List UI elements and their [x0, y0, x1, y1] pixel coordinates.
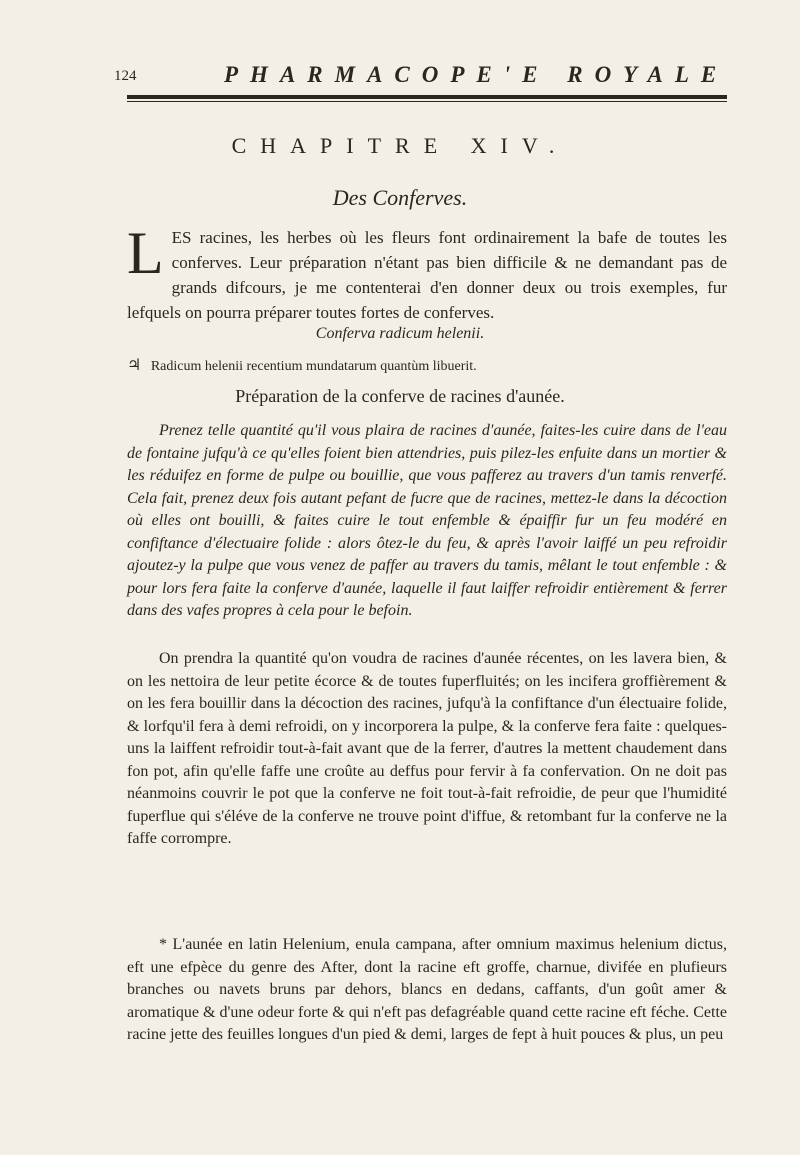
preparation-instructions: Prenez telle quantité qu'il vous plaira de racines d'aunée, faites-les cuire dans de l'eau de fontaine jufqu'à ce qu'elles foient bien attendries, puis pilez-les enfuite dans un mortier & les réduifez en forme de pulpe ou bouillie, que vous pafferez au travers d'un tamis renverfé. Cela fait, prenez deux fois autant pefant de fucre que de racines, mettez-le dans la décoction où elles ont bouilli, & faites cuire le tout enfemble & épaiffir fur un feu modéré en confiftance d'électuaire folide : alors ôtez-le du feu, & après l'avoir laiffé un peu refroidir ajoutez-y la pulpe que vous venez de paffer au travers du tamis, mêlant le tout enfemble : & pour lors fera faite la conferve d'aunée, laquelle il faut laiffer refroidir entièrement & ferrer dans des vafes propres à cela pour le befoin. [127, 422, 727, 619]
preparation-commentary: On prendra la quantité qu'on voudra de racines d'aunée récentes, on les lavera bien, & on les nettoira de leur petite écorce & de toutes fuperfluités; on les incifera groffièrement & on les fera bouillir dans la décoction des racines, jufqu'à la confiftance d'un électuaire folide, & lorfqu'il fera à demi refroidi, on y incorporera la pulpe, & la conferve fera faite : quelques-uns la laiffent refroidir tout-à-fait avant que de la ferrer, d'autres la mettent chaudement dans fon pot, afin qu'elle faffe une croûte au deffus pour fervir à fa confervation. On ne doit pas néanmoins couvrir le pot que la conferve ne foit tout-à-fait refroidie, de peur que l'humidité fuperflue qui s'éléve de la conferve ne trouve point d'iffue, & retombant fur la conferve ne la faffe corrompre. [127, 650, 727, 847]
recipe-line [127, 355, 727, 375]
intro-text: ES racines, les herbes où les fleurs font ordinairement la bafe de toutes les conferves. Leur préparation n'étant pas bien difficile & ne demandant pas de grands difcours, je me contenterai d'en donner deux ou trois exemples, fur lefquels on pourra préparer toutes fortes de conferves. [127, 228, 727, 322]
running-title: PHARMACOPE'E ROYALE [224, 62, 729, 87]
chapter-subject: Des Conferves. [332, 185, 468, 210]
chapter-heading: CHAPITRE XIV. [231, 133, 569, 158]
drop-cap: L [127, 220, 164, 286]
intro-paragraph [127, 220, 727, 325]
page-number: 124 [114, 68, 137, 84]
aunee-note: * L'aunée en latin Helenium, enula campana, after omnium maximus helenium dictus, eft une efpèce du genre des After, dont la racine eft groffe, charnue, divifée en plufieurs branches ou navets bruns par dehors, blancs en dedans, caffants, d'un goût amer & aromatique & d'une odeur forte & qui n'eft pas defagréable quand cette racine eft féche. Cette racine jette des feuilles longues d'un pied & demi, larges de fept à huit pouces & plus, un peu [127, 936, 727, 1043]
header-rule [127, 95, 727, 99]
running-head [114, 62, 729, 98]
formula-title: Conferva radicum helenii. [315, 325, 485, 342]
header-rule-thin [127, 101, 727, 102]
preparation-title: Préparation de la conferve de racines d'aunée. [235, 386, 565, 406]
recipe-symbol-icon: ♃ [127, 357, 142, 374]
recipe-text: Radicum helenii recentium mundatarum quantùm libuerit. [150, 359, 477, 374]
